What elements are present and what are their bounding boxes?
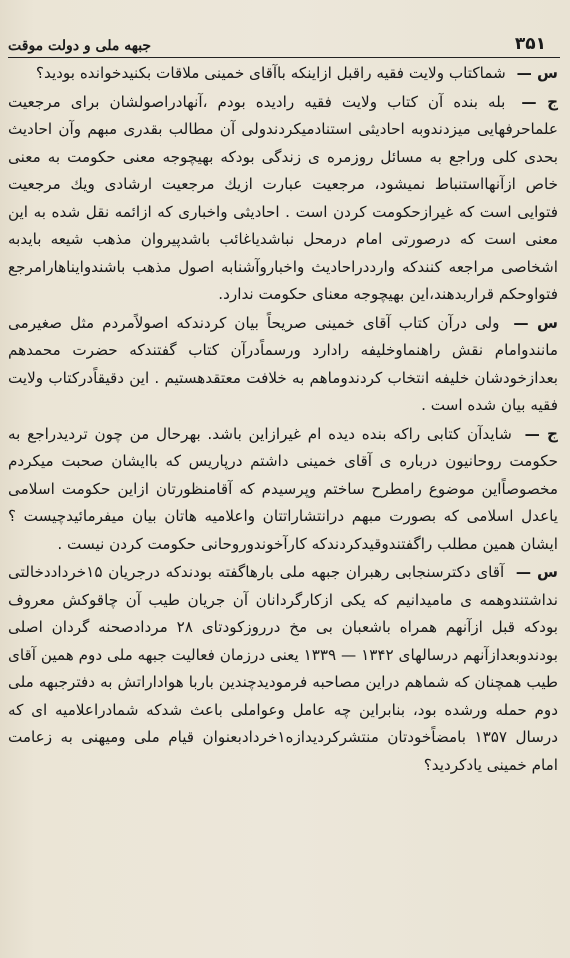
page-body: [8, 60, 558, 918]
paragraph-text: آقای دکترسنجابی رهبران جبهه ملی بارهاگفته بودندکه درجریان ۱۵خرداددخالتی نداشتندوهمه ی مامیدانیم که یکی ازکارگردانان آن جریان طیب آن چاقوکش معروف بودکه قبل ازآنهم همراه باشعبان بی مخ درروزکودتای ۲۸ مردادصحنه گردان اصلی بودندوبعدازآنهم درسالهای ۱۳۴۲ — ۱۳۳۹ یعنی درزمان فعالیت جبهه ملی دوم همین آقای طیب همچنان که شماهم دراین مصاحبه فرمودیدچندین باربا هواداراتش به دفترجبهه ملی دوم حمله ورشده بود، بنابراین چه عامل وعواملی باعث شدکه شمادراعلامیه ای که درسال ۱۳۵۷ بامضاًخودتان منتشرکردیدازه۱خردادبعنوان قیام ملی ومیهنی به زعامت امام خمینی یادکردید؟: [8, 563, 559, 774]
page-number: ۳۵۱: [514, 34, 546, 54]
paragraph-question: [8, 310, 558, 420]
paragraph-answer: [8, 89, 558, 309]
speaker-marker: ج —: [521, 92, 559, 111]
paragraph-text: شایدآن کتابی راکه بنده دیده ام غیرازاین باشد. بهرحال من چون تردیدراجع به حکومت روحانیون درباره ی آقای خمینی داشتم درپاریس که باایشان صحبت میکردم مخصوصاًاین موضوع رامطرح ساختم وپرسیدم که آقامنظورتان ازاین حکومت اسلامی یاعدل اسلامی که بصورت مبهم درانتشاراتتان واعلامیه هاتان بیان میفرمائیدچیست ؟ ایشان همین مطلب راگفتندوقیدکردندکه کارآخوندوروحانی حکومت کردن نیست .: [8, 424, 558, 553]
header-rule: [8, 57, 560, 58]
paragraph-question: [8, 60, 558, 88]
speaker-marker: س —: [513, 313, 558, 332]
paragraph-text: شماکتاب ولایت فقیه راقبل ازاینکه باآقای خمینی ملاقات بکنیدخوانده بودید؟: [35, 64, 506, 82]
page-header: [8, 30, 560, 54]
running-title: جبهه ملی و دولت موقت: [8, 38, 152, 54]
paragraph-answer: [8, 421, 558, 559]
speaker-marker: س —: [516, 64, 558, 82]
speaker-marker: س —: [515, 563, 559, 581]
paragraph-text: ولی درآن کتاب آقای خمینی صریحاً بیان کردندکه اصولاًمردم مثل صغیرمی مانندوامام نقش راهنماوخلیفه رادارد ورسماًدرآن کتاب گفتندکه حضرت محمدهم بعدازخودشان خلیفه انتخاب کردندوماهم به خلافت معتقدهستیم . این دقیقاًدرکتاب ولایت فقیه بیان شده است .: [8, 313, 558, 414]
paragraph-question: [8, 559, 558, 779]
paragraph-text: بله بنده آن کتاب ولایت فقیه رادیده بودم ،آنهادراصولشان برای مرجعیت علماحرفهایی میزدندوبه احادیثی استنادمیکردندولی آن مطالب بقدری مبهم وآن احادیث بحدی کلی وراجع به مسائل روزمره ی زندگی بودکه بهیچوجه معنی حکومت به معنی خاص ازآنهااستنباط نمیشود، مرجعیت عبارت ازیك مرجعیت ارشادی ویك مرجعیت فتوایی است که غیرازحکومت کردن است . احادیثی واخباری که ازائمه نقل شده به این معنی است که درصورتی امام درمحل نباشدیاغائب باشدپیروان مذهب شیعه بایدبه اشخاصی مراجعه کنندکه وارددراحادیث واخباروآشنابه اصول مذهب باشندوایناهارامرجع فتواوحکم قراربدهند،این بهیچوجه معنای حکومت ندارد.: [8, 92, 558, 303]
speaker-marker: ج —: [524, 424, 559, 443]
